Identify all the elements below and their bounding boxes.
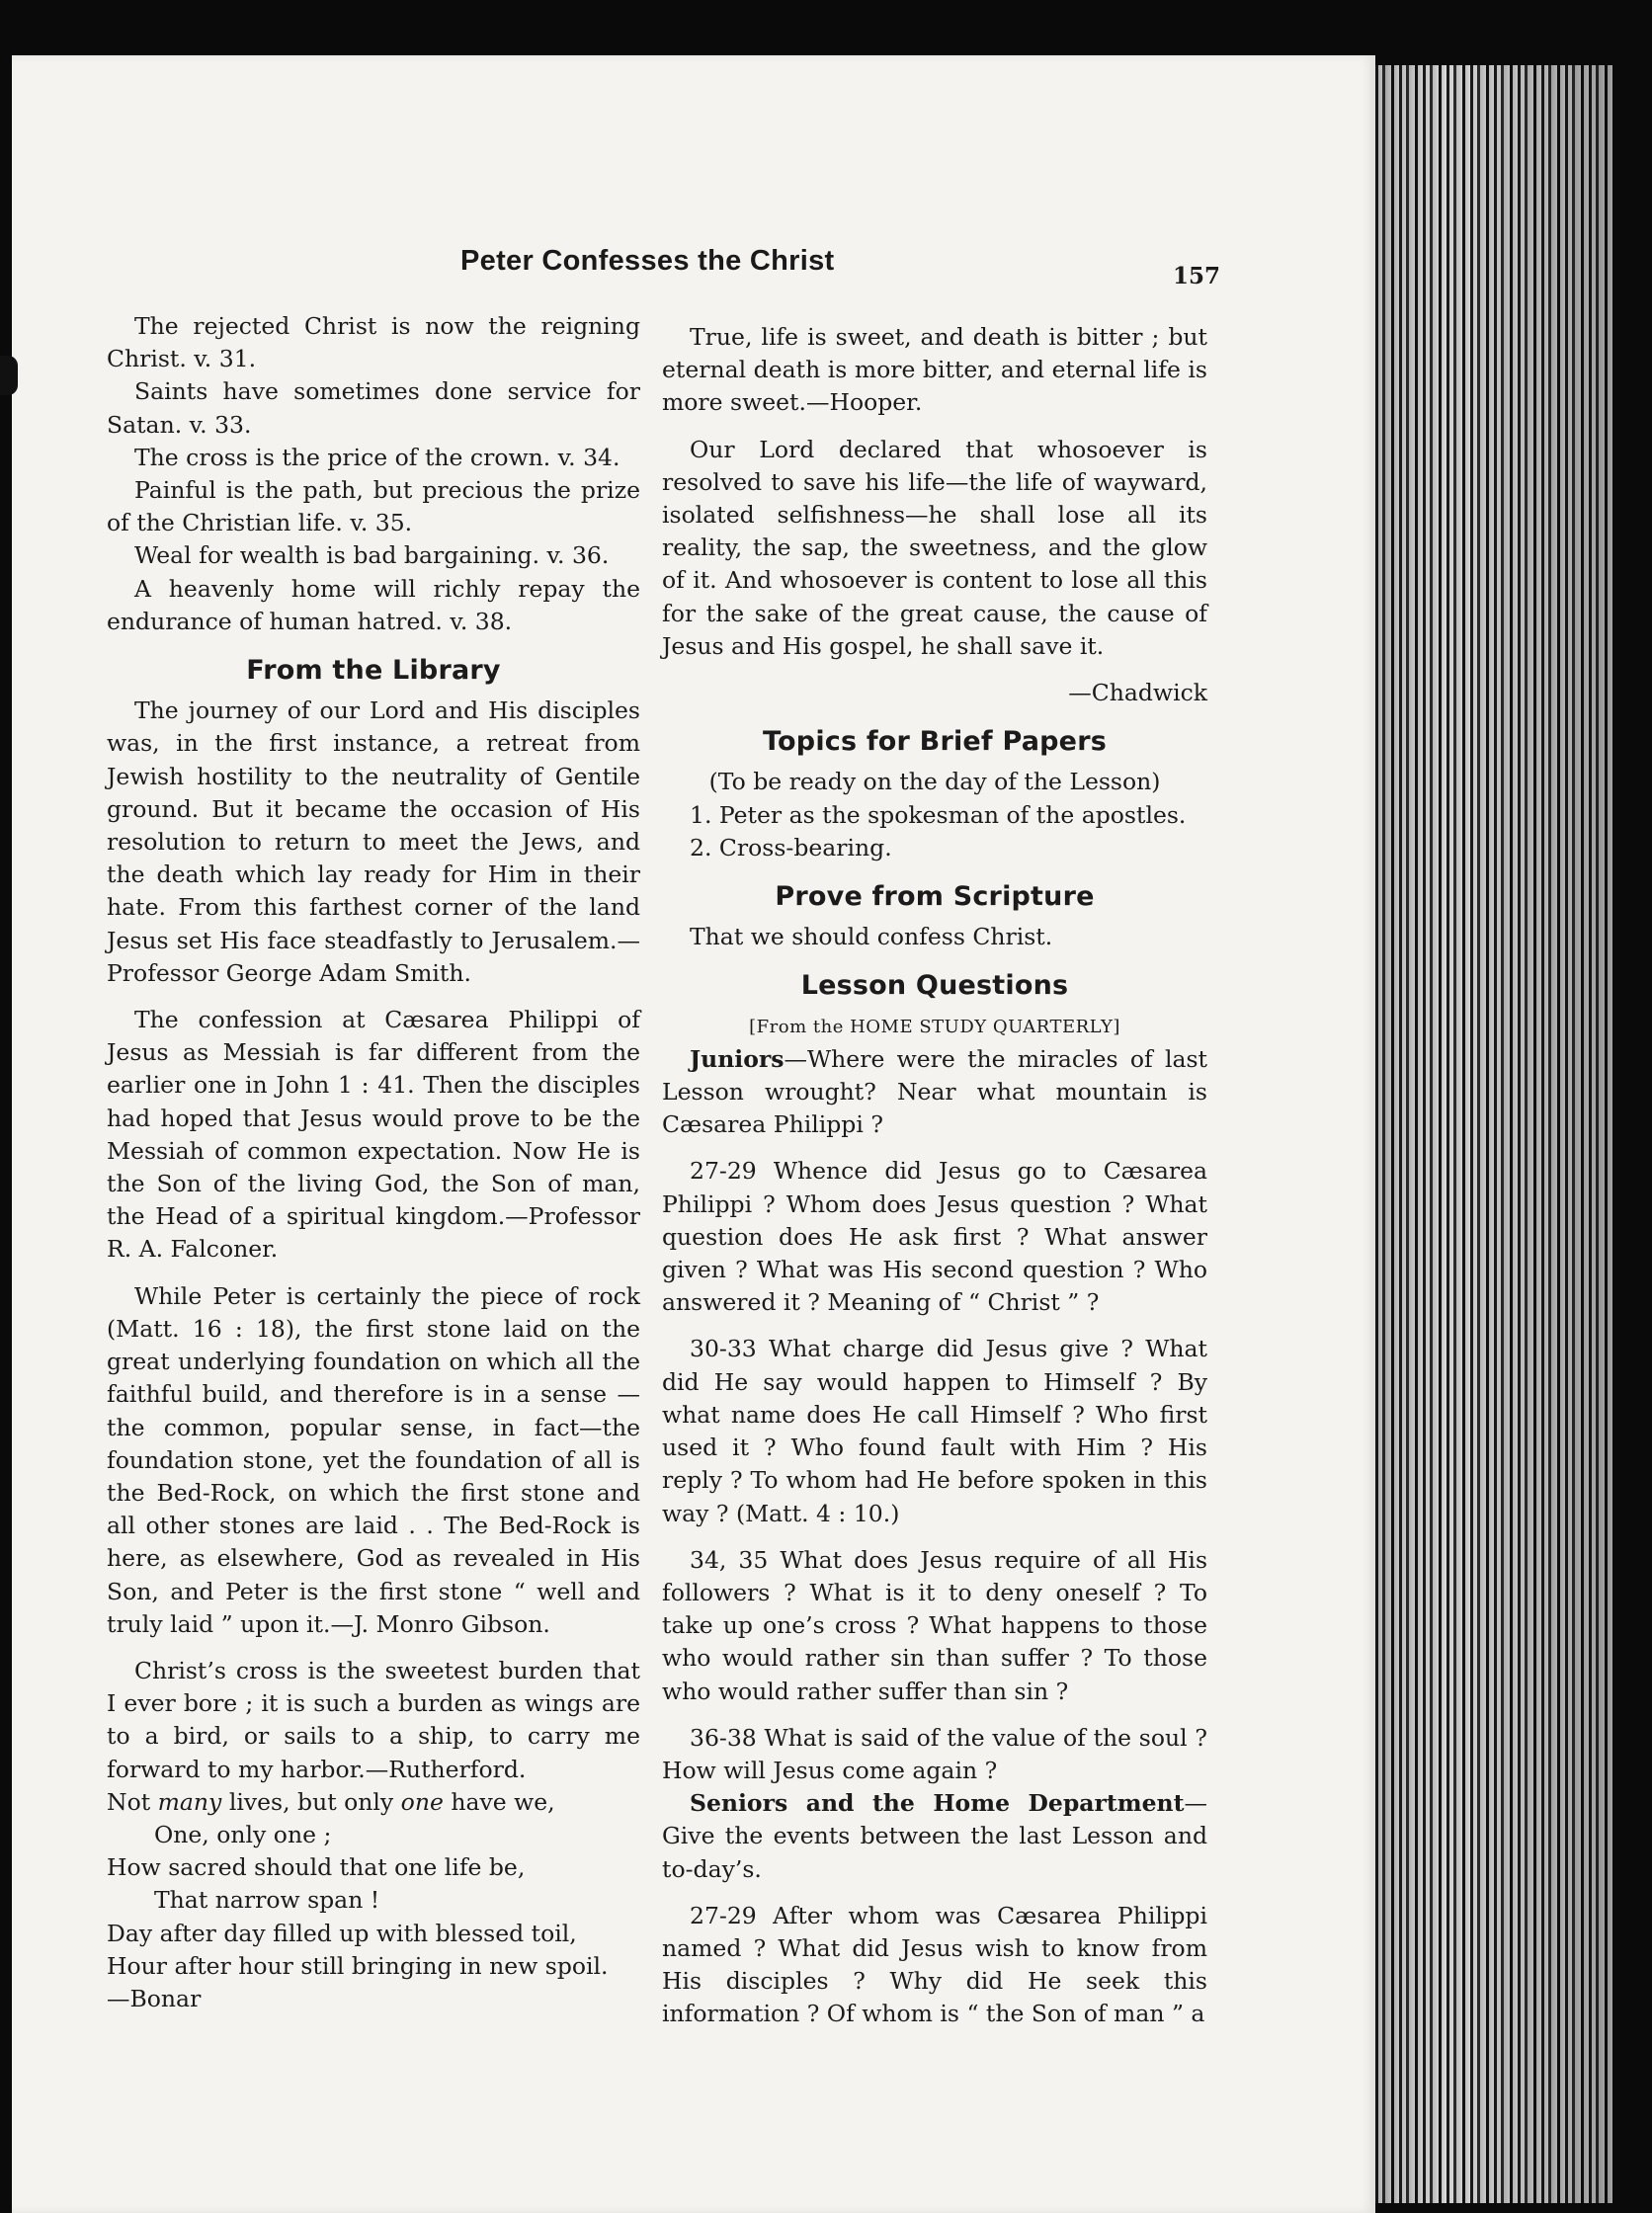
poem-line: How sacred should that one life be,: [107, 1853, 526, 1882]
library-quote: While Peter is certainly the piece of rock (Matt. 16 : 18), the first stone laid on the great underlying foundation on which all the faithful build, and therefore is in a sense —the common, popular sense, in fact—the foundation stone, yet the foundation of all is the Bed-Rock, on which the first stone and all other stones are laid . . The Bed-Rock is here, as elsewhere, God as revealed in His Son, and Peter is the first stone “ well and truly laid ” upon it.—J. Monro Gibson.: [107, 1281, 640, 1638]
seniors-label: Seniors and the Home Department: [690, 1789, 1185, 1818]
page-edges-shade: [1375, 65, 1612, 2203]
maxim: Painful is the path, but precious the prize of the Christian life. v. 35.: [107, 476, 640, 537]
poem-line: Not many lives, but only one have we,: [107, 1787, 555, 1816]
maxim: Weal for wealth is bad bargaining. v. 36.: [134, 541, 610, 570]
right-column: [662, 321, 1207, 2031]
quote-hooper: True, life is sweet, and death is bitter ; but eternal death is more bitter, and eternal life is more sweet.—Hooper.: [662, 323, 1207, 417]
maxim: The rejected Christ is now the reigning Christ. v. 31.: [107, 312, 640, 373]
binding-mark: [0, 356, 18, 395]
heading-prove: Prove from Scripture: [775, 881, 1095, 913]
running-title: Peter Confesses the Christ: [460, 245, 835, 277]
maxim: The cross is the price of the crown. v. 34.: [134, 443, 620, 471]
poem-line: That narrow span !: [154, 1886, 380, 1915]
topic-item: 2. Cross-bearing.: [690, 833, 892, 861]
heading-topics: Topics for Brief Papers: [763, 726, 1107, 758]
poem-line: One, only one ;: [154, 1820, 332, 1848]
poem-line: Day after day filled up with blessed toil,: [107, 1919, 577, 1947]
juniors-questions: Juniors—Where were the miracles of last Lesson wrought? Near what mountain is Cæsarea Philippi ?: [662, 1044, 1207, 1139]
prove-text: That we should confess Christ.: [690, 923, 1053, 951]
seniors-questions: Seniors and the Home Department—Give the events between the last Lesson and to-day’s.: [662, 1789, 1207, 1883]
topic-item: 1. Peter as the spokesman of the apostles.: [690, 800, 1187, 829]
library-quote: The confession at Cæsarea Philippi of Jesus as Messiah is far different from the earlier one in John 1 : 41. Then the disciples had hoped that Jesus would prove to be the Messiah of common expectation. Now He is the Son of the living God, the Son of man, the Head of a spiritual kingdom.—Professor R. A. Falconer.: [107, 1006, 640, 1264]
question-group: 27-29 Whence did Jesus go to Cæsarea Philippi ? Whom does Jesus question ? What question does He ask first ? What answer given ? What was His second question ? Who answered it ? Meaning of “ Christ ” ?: [662, 1157, 1207, 1317]
question-group: 30-33 What charge did Jesus give ? What did He say would happen to Himself ? By what name does He call Himself ? Who first used it ? Who found fault with Him ? His reply ? To whom had He before spoken in this way ? (Matt. 4 : 10.): [662, 1335, 1207, 1527]
library-quote: Christ’s cross is the sweetest burden that I ever bore ; it is such a burden as wings are to a bird, or sails to a ship, to carry me forward to my harbor.—Rutherford.: [107, 1656, 640, 1783]
library-quote: The journey of our Lord and His disciples was, in the first instance, a retreat from Jewish hostility to the neutrality of Gentile ground. But it became the occasion of His resolution to return to meet the Jews, and the death which lay ready for Him in their hate. From this farthest corner of the land Jesus set His face steadfastly to Jerusalem.—Professor George Adam Smith.: [107, 697, 640, 987]
juniors-label: Juniors: [690, 1044, 785, 1073]
heading-from-the-library: From the Library: [246, 655, 501, 687]
left-column: [107, 310, 640, 2015]
topics-note: (To be ready on the day of the Lesson): [708, 768, 1161, 796]
quote-chadwick: Our Lord declared that whosoever is resolved to save his life—the life of wayward, isolated selfishness—he shall lose all its reality, the sap, the sweetness, and the glow of it. And whosoever is content to lose all this for the sake of the great cause, the cause of Jesus and His gospel, he shall save it.: [662, 435, 1207, 660]
question-group: 36-38 What is said of the value of the soul ? How will Jesus come again ?: [662, 1723, 1207, 1784]
poem-attribution: —Bonar: [107, 1984, 202, 2012]
poem-line: Hour after hour still bringing in new spoil.: [107, 1951, 609, 1980]
page-number: 157: [1173, 263, 1221, 289]
heading-lesson-questions: Lesson Questions: [800, 970, 1069, 1002]
maxim: A heavenly home will richly repay the endurance of human hatred. v. 38.: [107, 574, 640, 635]
maxim: Saints have sometimes done service for Satan. v. 33.: [107, 377, 640, 439]
questions-source: [From the HOME STUDY QUARTERLY]: [749, 1016, 1120, 1037]
question-group: 34, 35 What does Jesus require of all His followers ? What is it to deny oneself ? To take up one’s cross ? What happens to those who would rather sin than suffer ? To those who would rather suffer than sin ?: [662, 1545, 1207, 1705]
question-group: 27-29 After whom was Cæsarea Philippi named ? What did Jesus wish to know from His disciples ? Why did He seek this information ? Of whom is “ the Son of man ” a: [662, 1901, 1207, 2028]
quote-attribution: —Chadwick: [1068, 679, 1207, 707]
poem: [107, 1786, 640, 2015]
